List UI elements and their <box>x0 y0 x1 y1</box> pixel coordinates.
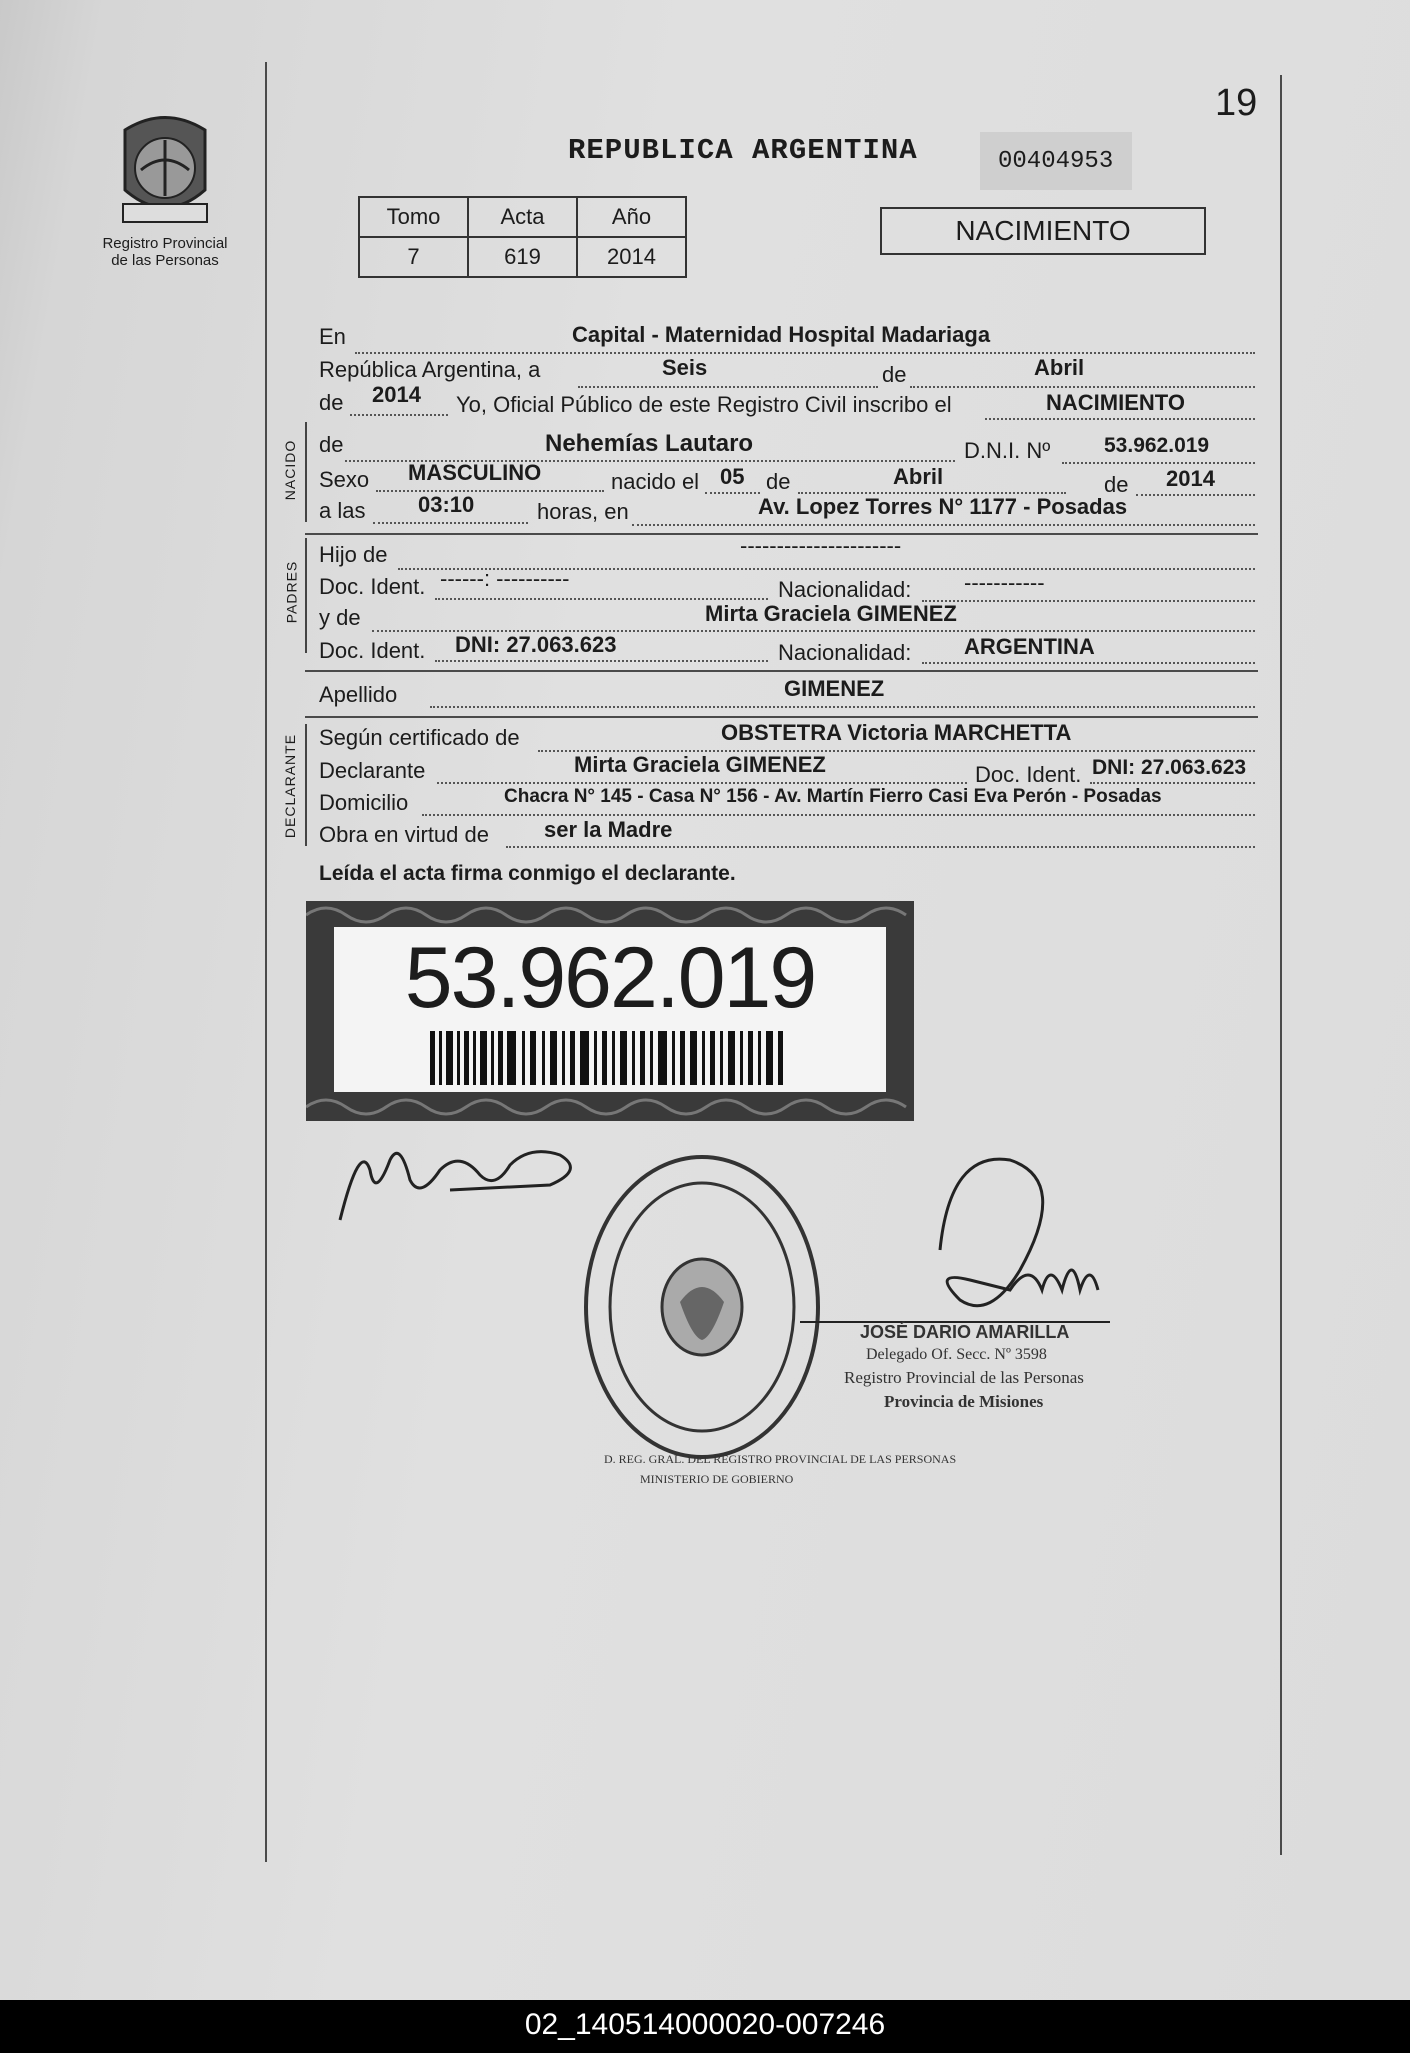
republic-label: República Argentina, a <box>319 357 541 382</box>
anio-header: Año <box>577 197 686 237</box>
page-number: 19 <box>1215 82 1258 124</box>
padres-section-label: PADRES <box>283 560 300 624</box>
badge-number: 53.962.019 <box>404 930 816 1026</box>
obra-value: ser la Madre <box>544 817 673 842</box>
badge-panel <box>334 927 886 1092</box>
child-name: Nehemías Lautaro <box>545 430 754 457</box>
nacido-el-label: nacido el <box>611 469 700 494</box>
domicilio-label: Domicilio <box>319 790 409 815</box>
acta-value: 619 <box>468 237 577 277</box>
birth-year-dots <box>1136 494 1255 496</box>
mother-nat-dots <box>922 662 1255 664</box>
de-label: de <box>882 362 907 387</box>
apellido-value: GIMENEZ <box>784 676 885 701</box>
birth-place-value: Av. Lopez Torres N° 1177 - Posadas <box>758 494 1128 519</box>
record-type-box: NACIMIENTO <box>880 207 1206 255</box>
father-doc-dots <box>435 598 768 600</box>
father-doc-value: ------: ---------- <box>440 566 570 591</box>
padres-divider <box>305 670 1258 672</box>
decl-doc-value: DNI: 27.063.623 <box>1092 756 1247 779</box>
padres-bracket <box>305 538 307 653</box>
registry-logo <box>100 110 230 290</box>
horas-label: horas, en <box>537 499 629 524</box>
seal-inner-text: MINISTERIO DE GOBIERNO <box>640 1472 794 1486</box>
seal-outer-text: D. REG. GRAL. DEL REGISTRO PROVINCIAL DE LAS PERSONAS <box>604 1452 957 1466</box>
time-label: a las <box>319 498 366 523</box>
place-dots <box>355 352 1255 354</box>
yde-label: y de <box>319 605 361 630</box>
year-label: de <box>319 390 344 415</box>
tomo-header: Tomo <box>359 197 468 237</box>
year-dots <box>350 414 448 416</box>
id-badge <box>306 901 914 1121</box>
barcode-icon <box>430 1031 790 1085</box>
apellido-divider <box>305 716 1258 718</box>
father-doc-label: Doc. Ident. <box>319 574 426 599</box>
nacido-de-label: de <box>319 432 344 457</box>
official-office: Registro Provincial de las Personas <box>844 1368 1084 1387</box>
birth-day-dots <box>705 492 760 494</box>
hijo-label: Hijo de <box>319 542 388 567</box>
mother-doc-label: Doc. Ident. <box>319 638 426 663</box>
address-dots <box>422 814 1255 816</box>
right-margin-line <box>1280 75 1282 1855</box>
nacido-bracket <box>305 422 307 522</box>
place-value: Capital - Maternidad Hospital Madariaga <box>572 322 991 347</box>
dni-label: D.N.I. Nº <box>964 438 1051 463</box>
decl-doc-dots <box>1090 782 1255 784</box>
year-value: 2014 <box>372 382 421 407</box>
birth-year-value: 2014 <box>1166 466 1215 491</box>
document-title: REPUBLICA ARGENTINA <box>568 134 918 167</box>
obra-label: Obra en virtud de <box>319 822 489 847</box>
sexo-value: MASCULINO <box>408 460 542 485</box>
decl-name-dots <box>437 782 967 784</box>
birth-de1-label: de <box>766 469 791 494</box>
inscription-dots <box>985 418 1255 420</box>
en-label: En <box>319 324 346 349</box>
birth-month-value: Abril <box>893 464 944 489</box>
closing-statement: Leída el acta firma conmigo el declarante. <box>319 862 736 885</box>
dni-value: 53.962.019 <box>1104 434 1210 457</box>
mother-doc-value: DNI: 27.063.623 <box>455 632 617 657</box>
mother-value: Mirta Graciela GIMENEZ <box>705 601 957 626</box>
province-shield-icon <box>105 110 225 230</box>
logo-caption-line1: Registro Provincial <box>102 235 228 252</box>
dni-dots <box>1062 462 1255 464</box>
tomo-value: 7 <box>359 237 468 277</box>
declarante-bracket <box>305 724 307 846</box>
declarante-name: Mirta Graciela GIMENEZ <box>574 752 826 777</box>
logo-caption-line2: de las Personas <box>111 252 219 269</box>
birth-day-value: 05 <box>720 464 745 489</box>
declarante-label: Declarante <box>319 758 426 783</box>
declarant-signature-icon <box>330 1130 590 1230</box>
footer-id: 02_140514000020-007246 <box>524 2008 886 2041</box>
father-nat-value: ----------- <box>964 570 1045 595</box>
left-margin-line <box>265 62 267 1862</box>
official-name: JOSÉ DARIO AMARILLA <box>860 1322 1070 1342</box>
mother-nat-value: ARGENTINA <box>964 634 1095 659</box>
decl-doc-label: Doc. Ident. <box>975 762 1082 787</box>
birth-place-dots <box>632 524 1255 526</box>
apellido-label: Apellido <box>319 682 398 707</box>
sexo-label: Sexo <box>319 467 370 492</box>
nacido-section-label: NACIDO <box>282 439 299 501</box>
official-province: Provincia de Misiones <box>884 1392 1044 1411</box>
father-nat-label: Nacionalidad: <box>778 577 912 602</box>
day-value: Seis <box>662 355 708 380</box>
record-table <box>358 196 687 278</box>
cert-label: Según certificado de <box>319 725 520 750</box>
father-value: ---------------------- <box>740 533 902 558</box>
serial-number: 00404953 <box>998 148 1114 175</box>
official-title: Delegado Of. Secc. Nº 3598 <box>866 1346 1047 1363</box>
inscription-value: NACIMIENTO <box>1046 390 1185 415</box>
acta-header: Acta <box>468 197 577 237</box>
month-dots <box>910 386 1255 388</box>
birth-de2-label: de <box>1104 472 1129 497</box>
month-value: Abril <box>1034 355 1085 380</box>
mother-doc-dots <box>435 660 768 662</box>
mother-nat-label: Nacionalidad: <box>778 640 912 665</box>
apellido-dots <box>430 706 1255 708</box>
anio-value: 2014 <box>577 237 686 277</box>
time-value: 03:10 <box>418 492 475 517</box>
father-nat-dots <box>922 600 1255 602</box>
sexo-dots <box>376 490 604 492</box>
time-dots <box>373 522 528 524</box>
day-dots <box>578 386 878 388</box>
statement-text: Yo, Oficial Público de este Registro Civil inscribo el <box>456 392 952 417</box>
obra-dots <box>506 846 1255 848</box>
cert-value: OBSTETRA Victoria MARCHETTA <box>721 720 1072 745</box>
address-value: Chacra N° 145 - Casa N° 156 - Av. Martín Fierro Casi Eva Perón - Posadas <box>504 786 1162 807</box>
declarante-section-label: DECLARANTE <box>282 733 299 839</box>
